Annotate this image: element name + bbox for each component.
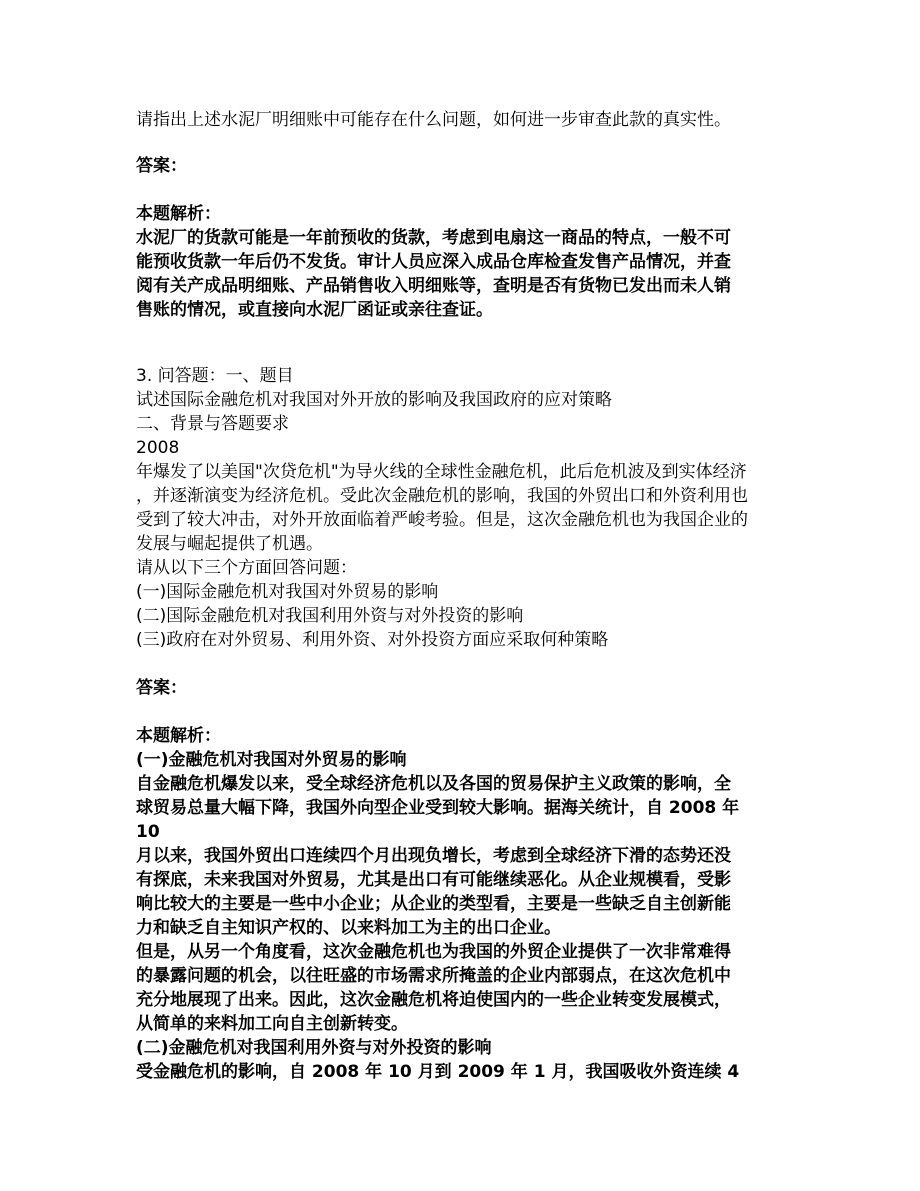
analysis-line: 水泥厂的货款可能是一年前预收的货款，考虑到电扇这一商品的特点，一般不可 [136,228,731,248]
analysis-line: 有探底，未来我国对外贸易，尤其是出口有可能继续恶化。从企业规模看，受影 [136,870,731,890]
question-line: 请从以下三个方面回答问题： [136,558,357,578]
question-line: 受到了较大冲击，对外开放面临着严峻考验。但是，这次金融危机也为我国企业的 [136,510,748,530]
answer-label: 答案： [136,156,187,176]
analysis-label: 本题解析： [136,726,221,746]
analysis-line: 自金融危机爆发以来，受全球经济危机以及各国的贸易保护主义政策的影响，全 [136,774,731,794]
question-line: (二)国际金融危机对我国利用外资与对外投资的影响 [136,606,524,626]
analysis-line: 力和缺乏自主知识产权的、以来料加工为主的出口企业。 [136,918,561,938]
analysis-line: 但是，从另一个角度看，这次金融危机也为我国的外贸企业提供了一次非常难得 [136,942,731,962]
analysis-line: 10 [136,822,160,842]
analysis-line: 阅有关产成品明细账、产品销售收入明细账等，查明是否有货物已发出而未人销 [136,276,731,296]
question-text: 请指出上述水泥厂明细账中可能存在什么问题，如何进一步审查此款的真实性。 [136,110,731,130]
analysis-line: 售账的情况，或直接向水泥厂函证或亲往查证。 [136,300,493,320]
analysis-line: 能预收货款一年后仍不发货。审计人员应深入成品仓库检查发售产品情况，并查 [136,252,731,272]
analysis-line: 充分地展现了出来。因此，这次金融危机将迫使国内的一些企业转变发展模式， [136,990,731,1010]
analysis-line: (一)金融危机对我国对外贸易的影响 [136,750,407,770]
question-line: 2008 [136,438,180,458]
analysis-line: (二)金融危机对我国利用外资与对外投资的影响 [136,1038,492,1058]
question-line: 年爆发了以美国"次贷危机"为导火线的全球性金融危机，此后危机波及到实体经济 [136,462,747,482]
question-line: 二、背景与答题要求 [136,414,289,434]
question-line: (一)国际金融危机对我国对外贸易的影响 [136,582,439,602]
analysis-line: 球贸易总量大幅下降，我国外向型企业受到较大影响。据海关统计，自 2008 年 [136,798,740,818]
question-line: 发展与崛起提供了机遇。 [136,534,323,554]
answer-label: 答案： [136,678,187,698]
analysis-line: 响比较大的主要是一些中小企业；从企业的类型看，主要是一些缺乏自主创新能 [136,894,731,914]
analysis-line: 的暴露问题的机会，以往旺盛的市场需求所掩盖的企业内部弱点，在这次危机中 [136,966,731,986]
analysis-label: 本题解析： [136,204,221,224]
question-line: 试述国际金融危机对我国对外开放的影响及我国政府的应对策略 [136,390,612,410]
analysis-line: 从简单的来料加工向自主创新转变。 [136,1014,408,1034]
question-line: ，并逐渐演变为经济危机。受此次金融危机的影响，我国的外贸出口和外资利用也 [136,486,748,506]
analysis-line: 受金融危机的影响，自 2008 年 10 月到 2009 年 1 月，我国吸收外资连续 4 [136,1062,740,1082]
question-line: (三)政府在对外贸易、利用外资、对外投资方面应采取何种策略 [136,630,609,650]
analysis-line: 月以来，我国外贸出口连续四个月出现负增长，考虑到全球经济下滑的态势还没 [136,846,731,866]
question-line: 3. 问答题：一、题目 [136,366,294,386]
